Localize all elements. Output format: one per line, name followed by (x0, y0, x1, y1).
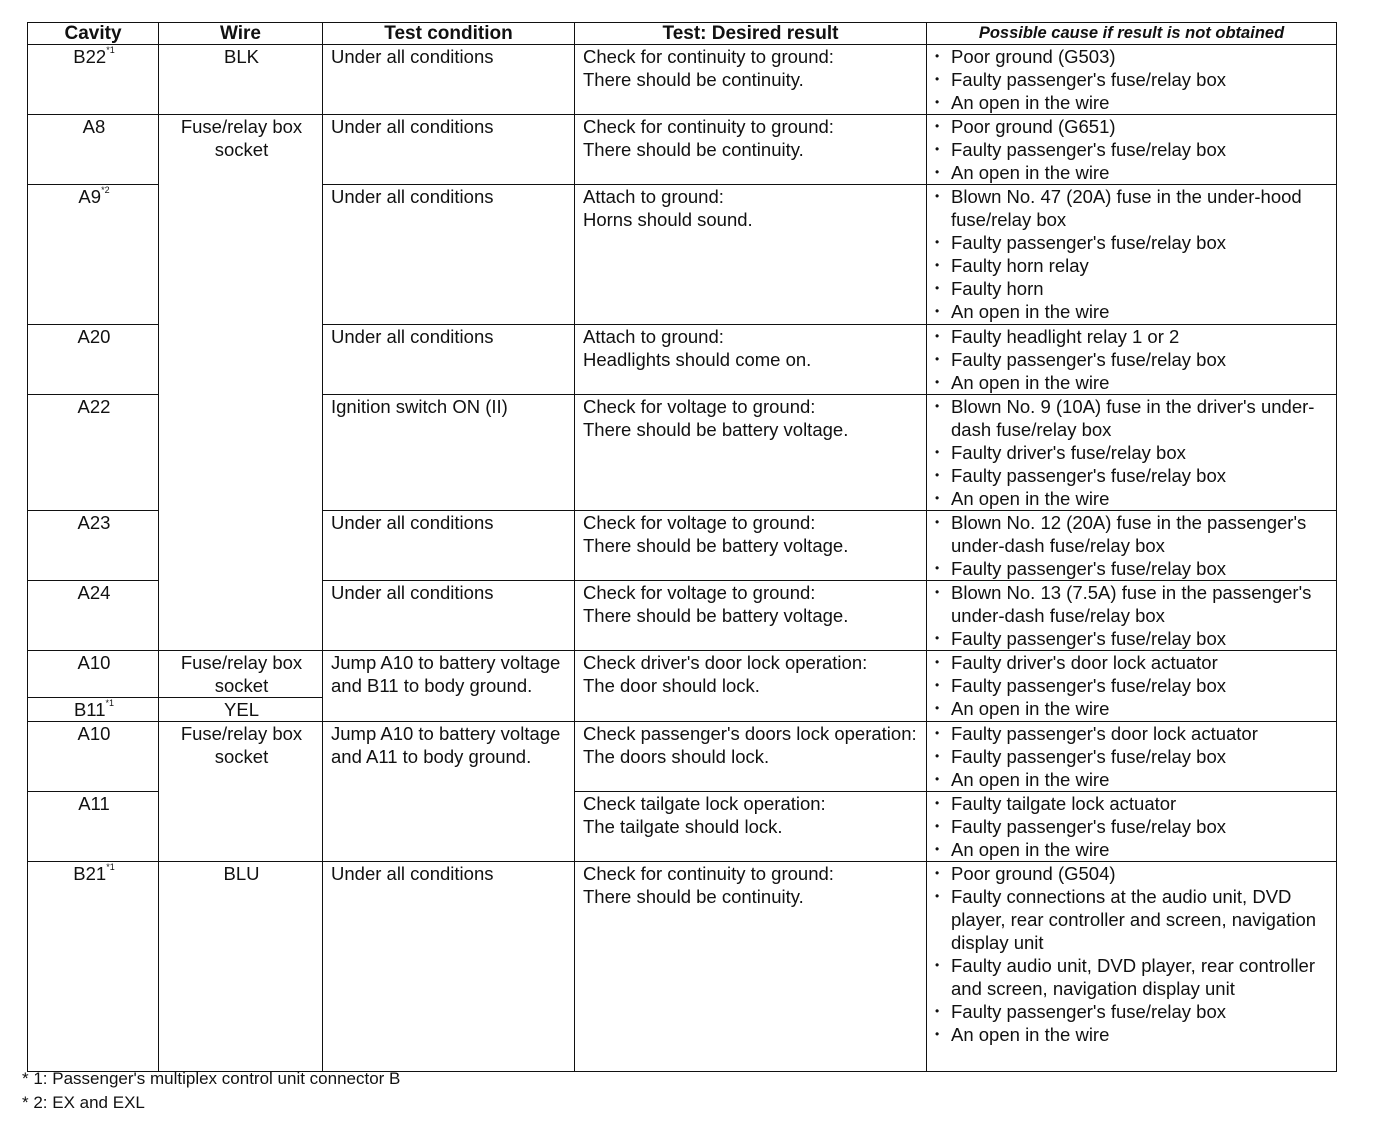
desired-result-cell (575, 581, 927, 651)
possible-cause-cell (927, 722, 1337, 792)
result-line: Check for continuity to ground: (583, 46, 834, 67)
cause-item: • Faulty connections at the audio unit, DVD player, rear controller and screen, navigation display unit (935, 885, 1330, 954)
cause-item: • Blown No. 12 (20A) fuse in the passenger's under-dash fuse/relay box (935, 511, 1330, 557)
possible-cause-cell (927, 651, 1337, 722)
cavity-value: A23 (77, 512, 111, 533)
test-condition-cell: Under all conditions (323, 581, 575, 651)
cause-item: • Faulty headlight relay 1 or 2 (935, 325, 1330, 348)
header-cavity: Cavity (28, 23, 159, 45)
possible-cause-cell (927, 511, 1337, 581)
cause-list (935, 581, 1330, 650)
cause-item: • Faulty passenger's fuse/relay box (935, 815, 1330, 838)
cause-item: • An open in the wire (935, 1023, 1330, 1046)
test-condition-cell: Under all conditions (323, 325, 575, 395)
possible-cause-cell (927, 581, 1337, 651)
result-line: Attach to ground: (583, 326, 724, 347)
result-line: Check driver's door lock operation: (583, 652, 868, 673)
cause-item: • Faulty passenger's fuse/relay box (935, 745, 1330, 768)
cause-item: • An open in the wire (935, 91, 1330, 114)
cavity-cell (28, 395, 159, 511)
result-line: There should be battery voltage. (583, 419, 849, 440)
result-line: The door should lock. (583, 675, 760, 696)
desired-result-cell (575, 651, 927, 722)
result-line: Check tailgate lock operation: (583, 793, 826, 814)
test-condition-cell: Under all conditions (323, 115, 575, 185)
desired-result-cell (575, 862, 927, 1072)
cavity-value: A8 (82, 116, 106, 137)
wire-cell: YEL (159, 698, 323, 722)
cavity-cell (28, 45, 159, 115)
header-desired-result: Test: Desired result (575, 23, 927, 45)
connector-test-table (27, 22, 1337, 1072)
possible-cause-cell (927, 395, 1337, 511)
test-condition-cell: Under all conditions (323, 862, 575, 1072)
cavity-cell (28, 698, 159, 722)
footnote-ref: *1 (105, 698, 115, 708)
cause-item: • An open in the wire (935, 487, 1330, 510)
cause-item: • Poor ground (G504) (935, 862, 1330, 885)
possible-cause-cell (927, 325, 1337, 395)
cause-item: • Faulty passenger's fuse/relay box (935, 231, 1330, 254)
header-row (28, 23, 1337, 45)
cause-list (935, 722, 1330, 791)
cavity-value: B11 (73, 699, 106, 720)
test-condition-cell: Under all conditions (323, 45, 575, 115)
desired-result-cell (575, 185, 927, 325)
result-line: There should be battery voltage. (583, 605, 849, 626)
header-test-condition: Test condition (323, 23, 575, 45)
result-line: Headlights should come on. (583, 349, 812, 370)
cause-item: • Blown No. 47 (20A) fuse in the under-hood fuse/relay box (935, 185, 1330, 231)
cause-item: • Blown No. 9 (10A) fuse in the driver's under-dash fuse/relay box (935, 395, 1330, 441)
cause-item: • Faulty passenger's door lock actuator (935, 722, 1330, 745)
desired-result-cell (575, 115, 927, 185)
table-row (28, 722, 1337, 792)
wire-cell: BLU (159, 862, 323, 1072)
table-row (28, 115, 1337, 185)
cause-item: • Faulty passenger's fuse/relay box (935, 557, 1330, 580)
cavity-value: A9 (78, 186, 102, 207)
cause-item: • Faulty driver's door lock actuator (935, 651, 1330, 674)
wire-cell: BLK (159, 45, 323, 115)
cause-list (935, 115, 1330, 184)
cause-item: • Faulty tailgate lock actuator (935, 792, 1330, 815)
cause-item: • Faulty passenger's fuse/relay box (935, 674, 1330, 697)
cause-item: • Faulty horn relay (935, 254, 1330, 277)
cavity-value: B22 (73, 46, 107, 67)
possible-cause-cell (927, 45, 1337, 115)
table-row (28, 862, 1337, 1072)
cause-item: • Faulty audio unit, DVD player, rear controller and screen, navigation display unit (935, 954, 1330, 1000)
cavity-value: B21 (73, 863, 107, 884)
cause-item: • Faulty passenger's fuse/relay box (935, 464, 1330, 487)
result-line: Check passenger's doors lock operation: (583, 723, 917, 744)
test-condition-cell: Jump A10 to battery voltage and B11 to body ground. (323, 651, 575, 722)
wire-cell: Fuse/relay box socket (159, 651, 323, 698)
cavity-value: A24 (77, 582, 111, 603)
cause-item: • Faulty passenger's fuse/relay box (935, 1000, 1330, 1023)
possible-cause-cell (927, 185, 1337, 325)
cause-item: • An open in the wire (935, 838, 1330, 861)
cause-item: • Poor ground (G651) (935, 115, 1330, 138)
cause-item: • An open in the wire (935, 768, 1330, 791)
footnote-ref: *1 (106, 862, 115, 872)
cause-item: • An open in the wire (935, 697, 1330, 720)
result-line: Attach to ground: (583, 186, 724, 207)
wire-cell: Fuse/relay box socket (159, 115, 323, 651)
cavity-cell (28, 792, 159, 862)
result-line: There should be continuity. (583, 69, 804, 90)
cause-item: • Faulty passenger's fuse/relay box (935, 138, 1330, 161)
table-row (28, 651, 1337, 698)
desired-result-cell (575, 395, 927, 511)
cause-item: • An open in the wire (935, 300, 1330, 323)
table-row (28, 45, 1337, 115)
cavity-value: A20 (77, 326, 111, 347)
cavity-cell (28, 722, 159, 792)
result-line: There should be continuity. (583, 886, 804, 907)
desired-result-cell (575, 325, 927, 395)
cause-list (935, 395, 1330, 510)
cavity-value: A10 (77, 652, 111, 673)
footnote-1: * 1: Passenger's multiplex control unit connector B (22, 1069, 401, 1088)
cavity-value: A10 (77, 723, 111, 744)
result-line: Check for continuity to ground: (583, 116, 834, 137)
cause-list (935, 862, 1330, 1046)
result-line: The doors should lock. (583, 746, 770, 767)
cavity-value: A11 (78, 793, 110, 814)
cavity-cell (28, 325, 159, 395)
test-condition-cell: Jump A10 to battery voltage and A11 to body ground. (323, 722, 575, 862)
cause-item: • Blown No. 13 (7.5A) fuse in the passenger's under-dash fuse/relay box (935, 581, 1330, 627)
footnote-ref: *1 (106, 45, 115, 55)
cause-list (935, 325, 1330, 394)
result-line: Check for voltage to ground: (583, 582, 816, 603)
result-line: The tailgate should lock. (583, 816, 783, 837)
cavity-cell (28, 511, 159, 581)
cause-item: • Faulty passenger's fuse/relay box (935, 348, 1330, 371)
cause-item: • Faulty horn (935, 277, 1330, 300)
result-line: Horns should sound. (583, 209, 753, 230)
cause-list (935, 651, 1330, 720)
footnote-ref: *2 (101, 185, 110, 195)
wire-cell: Fuse/relay box socket (159, 722, 323, 862)
cavity-cell (28, 115, 159, 185)
cavity-cell (28, 581, 159, 651)
cavity-cell (28, 862, 159, 1072)
possible-cause-cell (927, 115, 1337, 185)
possible-cause-cell (927, 792, 1337, 862)
cavity-cell (28, 651, 159, 698)
header-possible-cause: Possible cause if result is not obtained (927, 23, 1337, 45)
desired-result-cell (575, 722, 927, 792)
cause-list (935, 792, 1330, 861)
result-line: Check for voltage to ground: (583, 512, 816, 533)
result-line: There should be continuity. (583, 139, 804, 160)
cause-list (935, 45, 1330, 114)
cavity-value: A22 (77, 396, 111, 417)
header-wire: Wire (159, 23, 323, 45)
test-condition-cell: Under all conditions (323, 511, 575, 581)
cause-list (935, 185, 1330, 323)
test-condition-cell: Under all conditions (323, 185, 575, 325)
cause-item: • Faulty passenger's fuse/relay box (935, 68, 1330, 91)
cavity-cell (28, 185, 159, 325)
desired-result-cell (575, 792, 927, 862)
cause-item: • An open in the wire (935, 161, 1330, 184)
cause-list (935, 511, 1330, 580)
desired-result-cell (575, 45, 927, 115)
cause-item: • An open in the wire (935, 371, 1330, 394)
cause-item: • Poor ground (G503) (935, 45, 1330, 68)
desired-result-cell (575, 511, 927, 581)
result-line: There should be battery voltage. (583, 535, 849, 556)
result-line: Check for continuity to ground: (583, 863, 834, 884)
result-line: Check for voltage to ground: (583, 396, 816, 417)
cause-item: • Faulty driver's fuse/relay box (935, 441, 1330, 464)
cause-item: • Faulty passenger's fuse/relay box (935, 627, 1330, 650)
test-condition-cell: Ignition switch ON (II) (323, 395, 575, 511)
footnote-2: * 2: EX and EXL (22, 1093, 145, 1112)
possible-cause-cell (927, 862, 1337, 1072)
